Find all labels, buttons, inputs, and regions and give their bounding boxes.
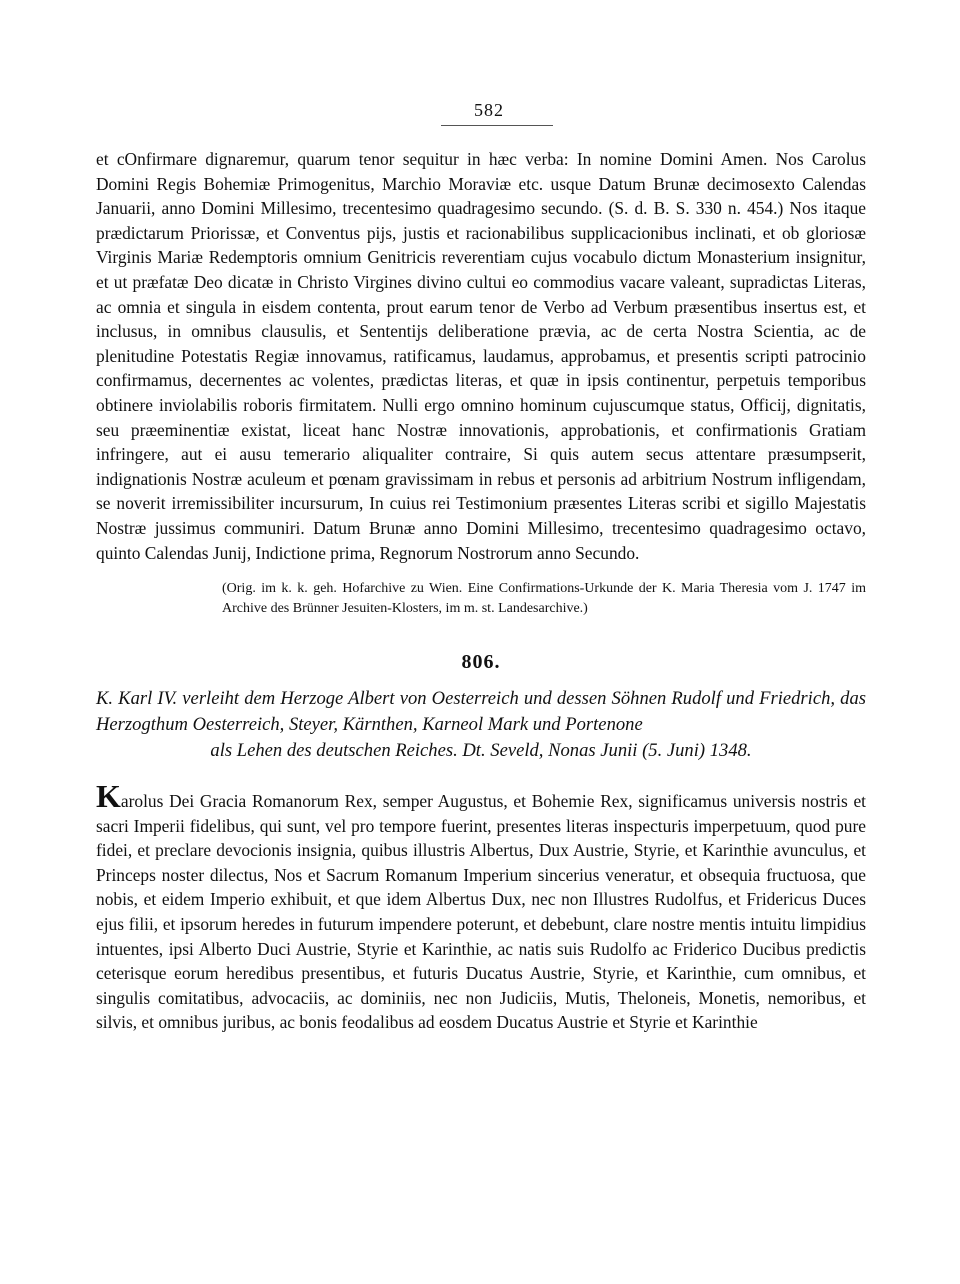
document-heading-last-line: als Lehen des deutschen Reiches. Dt. Seveld, Nonas Junii (5. Juni) 1348. — [210, 740, 752, 762]
source-note: (Orig. im k. k. geh. Hofarchive zu Wien. Eine Confirmations-Urkunde der K. Maria Theresia vom J. 1747 im Archive des Brünner Jesuiten-Klosters, im m. st. Landesarchive.) — [222, 581, 866, 617]
continued-charter-text: et cOnfirmare dignaremur, quarum tenor sequitur in hæc verba: In nomine Domini Amen. Nos Carolus Domini Regis Bohemiæ Primogenitus, Marchio Moraviæ etc. usque Datum Brunæ decimosexto Calendas Januarii, anno Domini Millesimo, trecentesimo quadragesimo secundo. (S. d. B. S. 330 n. 454.) Nos itaque prædictarum Priorissæ, et Conventus pijs, justis et racionabilibus supplicacionibus inclinati, et ob gloriosæ Virginis Mariæ Redemptoris omnium Genitricis reverentiam cujus vocabulo dictum Monasterium insignitur, et ut præfatæ Deo dicatæ in Christo Virgines divino cultui eo commodius vacare valeant, supradictas Literas, ac omnia et singula in eisdem contenta, prout earum tenor de Verbo ad Verbum præsentibus insertus est, et inclusus, in omnibus clausulis, et Sententijs deliberatione prævia, ac de certa Nostra Scientia, ac de plenitudine Potestatis Regiæ innovamus, ratificamus, laudamus, approbamus, et presentis scripti patrocinio confirmamus, decernentes ac volentes, prædictas literas, et quæ in ipsis continentur, perpetuis temporibus obtinere inviolabilis roboris firmitatem. Nulli ergo omnino hominum cujuscumque status, Officij, dignitatis, seu præeminentiæ existat, liceat hanc Nostræ innovationis, approbationis, et confirmationis Gratiam infringere, aut ei ausu temerario aliqualiter contraire, Si quis autem secus attentare præsumpserit, indignationis Nostræ aculeum et pœnam gravissimam in rebus et personis ad arbitrium Nostrum infligendam, se noverit irremissibiliter incursurum, In cuius rei Testimonium præsentes Literas scribi et sigillo Majestatis Nostræ jussimus communiri. Datum Brunæ anno Domini Millesimo, trecentesimo quadragesimo octavo, quinto Calendas Junij, Indictione prima, Regnorum Nostrorum anno Secundo. — [96, 149, 866, 563]
initial-letter: K — [96, 778, 121, 815]
document-page — [96, 100, 866, 1035]
document-heading-main: K. Karl IV. verleiht dem Herzoge Albert von Oesterreich und dessen Söhnen Rudolf und Friedrich, das Herzogthum Oesterreich, Steyer, Kärnthen, Karneol Mark und Portenone — [96, 688, 866, 736]
document-body-text: arolus Dei Gracia Romanorum Rex, semper Augustus, et Bohemie Rex, significamus universis nostris et sacri Imperii fidelibus, qui sunt, vel pro tempore fuerint, presentes literas inspecturis imperpetuum, quod pure fidei, et preclare devocionis insignia, quibus illustris Albertus, Dux Austrie, Styrie, et Karinthie avunculus, et Princeps noster dilectus, Nos et Sacrum Romanum Imperium sincerius veneratur, et obsequia fructuosa, que nobis, et eidem Imperio exhibuit, et que idem Albertus Dux, nec non Illustres Rudolfus, et Fridericus Duces ejus filii, et ipsorum heredes in futurum impendere poterunt, et debebunt, clare nostre mentis intuitu limpidius intuentes, ipsi Alberto Duci Austrie, Styrie et Karinthie, ac natis suis Rudolfo ac Friderico Ducibus predictis ceterisque eorum heredibus presentibus, et futuris Ducatus Austrie, Styrie, et Karinthie, cum omnibus, et singulis comitatibus, advocaciis, ac dominiis, nec non Judiciis, Mutis, Theloneis, Monetis, nemoribus, et silvis, et omnibus juribus, ac bonis feodalibus ad eosdem Ducatus Austrie et Styrie et Karinthie — [96, 791, 866, 1033]
document-body — [96, 778, 866, 1035]
document-number: 806. — [461, 651, 501, 674]
page-number: 582 — [474, 100, 504, 120]
document-heading — [96, 686, 866, 764]
page-number-rule — [441, 125, 553, 126]
